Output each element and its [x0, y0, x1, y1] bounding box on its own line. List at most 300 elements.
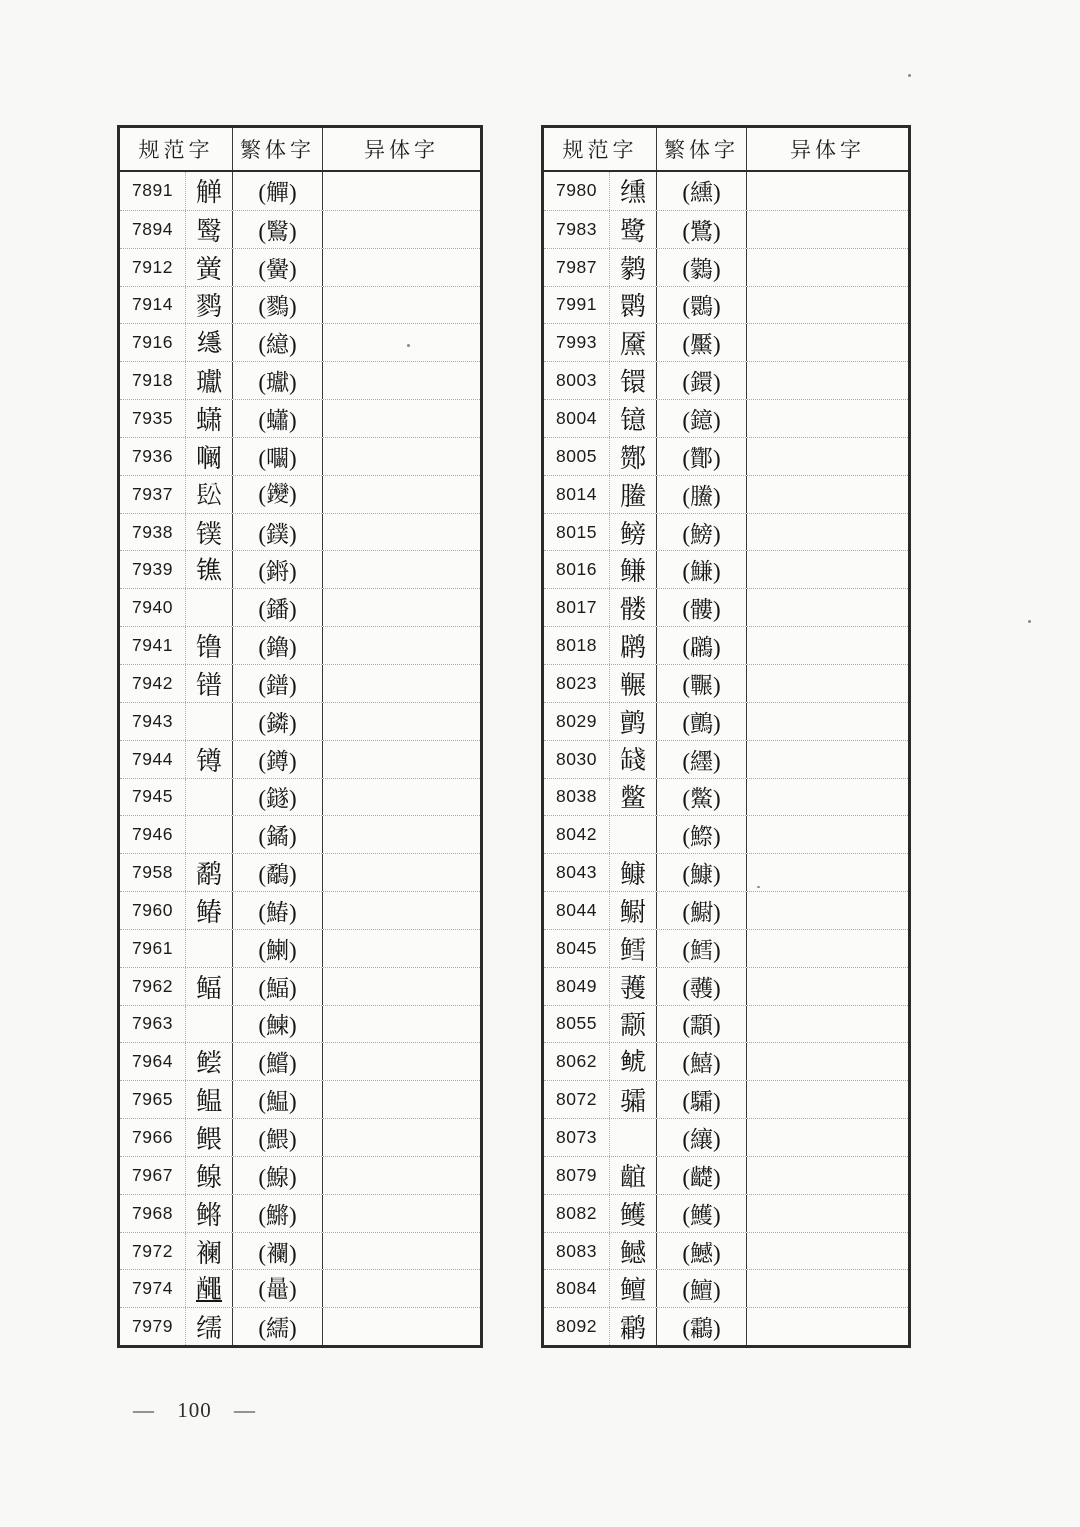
table-row: [544, 815, 908, 853]
row-number: 8038: [556, 786, 597, 807]
row-number: 8044: [556, 899, 597, 920]
standard-character: 𦈾: [609, 1119, 656, 1156]
variant-character: [322, 1308, 480, 1345]
standard-characters-table-left: [117, 125, 483, 1348]
traditional-character: (鰶): [656, 816, 746, 853]
standard-character: 冁: [609, 665, 656, 702]
variant-character: [746, 589, 908, 626]
table-row: [120, 1042, 480, 1080]
row-number: 8014: [556, 483, 597, 504]
standard-character: 鳁: [185, 1081, 232, 1118]
standard-character: 鳖: [609, 779, 656, 816]
row-number: 7945: [132, 786, 173, 807]
variant-character: [746, 741, 908, 778]
table-row: [544, 550, 908, 588]
table-row: [120, 740, 480, 778]
table-row: [120, 1232, 480, 1270]
traditional-character: (鐩): [232, 779, 322, 816]
variant-character: [746, 854, 908, 891]
row-number: 8083: [556, 1240, 597, 1261]
table-row: [544, 1232, 908, 1270]
standard-character: 鹴: [609, 1308, 656, 1345]
variant-character: [322, 968, 480, 1005]
row-number: 8018: [556, 635, 597, 656]
traditional-character: (鱣): [656, 1270, 746, 1307]
table-body: [544, 172, 908, 1345]
variant-character: [746, 892, 908, 929]
table-row: [544, 740, 908, 778]
table-row: [120, 1080, 480, 1118]
variant-character: [322, 1006, 480, 1043]
table-row: [120, 323, 480, 361]
row-number: 7958: [132, 862, 173, 883]
variant-character: [322, 287, 480, 324]
traditional-character: (鐶): [656, 362, 746, 399]
variant-character: [746, 816, 908, 853]
scan-speck: [908, 74, 911, 77]
standard-character: 𬭰: [185, 589, 232, 626]
traditional-character: (纁): [656, 172, 746, 210]
row-number: 7916: [132, 332, 173, 353]
standard-character: 𩾌: [609, 854, 656, 891]
traditional-character: (酇): [656, 438, 746, 475]
row-number: 7980: [556, 180, 597, 201]
row-number: 8017: [556, 597, 597, 618]
variant-character: [322, 551, 480, 588]
header-standard-character: 规范字: [562, 138, 638, 162]
traditional-character: (鰊): [232, 1006, 322, 1043]
traditional-character: (繻): [232, 1308, 322, 1345]
row-number: 7937: [132, 483, 173, 504]
variant-character: [746, 324, 908, 361]
traditional-character: (鰁): [232, 1157, 322, 1194]
row-number: 8029: [556, 710, 597, 731]
row-number: 7944: [132, 748, 173, 769]
traditional-character: (鏻): [232, 703, 322, 740]
table-row: [120, 399, 480, 437]
table-row: [544, 664, 908, 702]
variant-character: [322, 324, 480, 361]
standard-character: 𨱗: [185, 816, 232, 853]
row-number: 7939: [132, 559, 173, 580]
table-row: [120, 1005, 480, 1043]
standard-character: 𨱛: [185, 476, 232, 513]
variant-character: [746, 1308, 908, 1345]
traditional-character: (鱤): [656, 1233, 746, 1270]
standard-character: 𨱓: [185, 551, 232, 588]
row-number: 7965: [132, 1089, 173, 1110]
standard-character: 彟: [609, 968, 656, 1005]
traditional-character: (鸇): [656, 703, 746, 740]
traditional-character: (㘚): [232, 438, 322, 475]
standard-character: 㘎: [185, 438, 232, 475]
traditional-character: (鰃): [232, 1119, 322, 1156]
standard-character: 骦: [609, 1081, 656, 1118]
table-row: [544, 588, 908, 626]
traditional-character: (鷸): [232, 854, 322, 891]
row-number: 8015: [556, 521, 597, 542]
table-row: [544, 626, 908, 664]
variant-character: [746, 362, 908, 399]
row-number: 7968: [132, 1202, 173, 1223]
standard-character: 鳡: [609, 1233, 656, 1270]
table-row: [544, 437, 908, 475]
header-traditional-character: 繁体字: [656, 128, 746, 170]
variant-character: [322, 741, 480, 778]
standard-character: 𪘲: [609, 1157, 656, 1194]
variant-character: [746, 211, 908, 248]
traditional-character: (鯻): [232, 930, 322, 967]
table-row: [544, 1118, 908, 1156]
table-row: [544, 286, 908, 324]
variant-character: [322, 703, 480, 740]
table-row: [544, 1269, 908, 1307]
row-number: 7967: [132, 1164, 173, 1185]
scan-speck: [1028, 620, 1031, 623]
traditional-character: (纕): [656, 1119, 746, 1156]
traditional-character: (鷚): [232, 287, 322, 324]
standard-character: 𦈻: [609, 741, 656, 778]
variant-character: [322, 211, 480, 248]
variant-character: [746, 1157, 908, 1194]
variant-character: [746, 1006, 908, 1043]
standard-character: 镱: [609, 400, 656, 437]
table-row: [120, 513, 480, 551]
variant-character: [322, 249, 480, 286]
table-row: [120, 210, 480, 248]
standard-character: 黡: [609, 324, 656, 361]
row-number: 8049: [556, 975, 597, 996]
variant-character: [746, 627, 908, 664]
traditional-character: (鱯): [656, 1195, 746, 1232]
table-row: [120, 1269, 480, 1307]
standard-character: 鹯: [609, 703, 656, 740]
row-number: 8004: [556, 407, 597, 428]
standard-character: 鹭: [609, 211, 656, 248]
row-number: 7966: [132, 1127, 173, 1148]
row-number: 7914: [132, 294, 173, 315]
table-row: [544, 475, 908, 513]
row-number: 8079: [556, 1164, 597, 1185]
variant-character: [322, 1195, 480, 1232]
standard-character: 瓛: [185, 362, 232, 399]
row-number: 7938: [132, 521, 173, 542]
traditional-character: (鱂): [232, 1195, 322, 1232]
variant-character: [746, 1270, 908, 1307]
table-row: [120, 588, 480, 626]
table-row: [120, 1156, 480, 1194]
table-row: [120, 664, 480, 702]
traditional-character: (鑥): [232, 627, 322, 664]
traditional-character: (鸏): [656, 249, 746, 286]
traditional-character: (𪓲): [232, 1270, 322, 1307]
table-row: [120, 702, 480, 740]
traditional-character: (襴): [232, 1233, 322, 1270]
standard-character: 鳚: [609, 892, 656, 929]
variant-character: [322, 438, 480, 475]
traditional-character: (顬): [656, 1006, 746, 1043]
standard-character: 鳠: [609, 1195, 656, 1232]
variant-character: [322, 400, 480, 437]
variant-character: [746, 1119, 908, 1156]
variant-character: [322, 1157, 480, 1194]
traditional-character: (䲁): [656, 892, 746, 929]
standard-character: 𦈡: [185, 1308, 232, 1345]
standard-character: 𬭭: [185, 703, 232, 740]
traditional-character: (鸊): [656, 627, 746, 664]
traditional-character: (鸘): [656, 1308, 746, 1345]
row-number: 8003: [556, 370, 597, 391]
traditional-character: (鐠): [232, 665, 322, 702]
row-number: 7987: [556, 256, 597, 277]
row-number: 8016: [556, 559, 597, 580]
table-row: [544, 778, 908, 816]
row-number: 8023: [556, 672, 597, 693]
standard-character: 𨱔: [185, 741, 232, 778]
variant-character: [746, 1195, 908, 1232]
table-row: [120, 361, 480, 399]
standard-character: 鹥: [185, 211, 232, 248]
variant-character: [322, 172, 480, 210]
traditional-character: (囅): [656, 665, 746, 702]
standard-character: 𫄸: [609, 172, 656, 210]
traditional-character: (鱇): [656, 854, 746, 891]
traditional-character: (黌): [232, 249, 322, 286]
traditional-character: (䴉): [656, 287, 746, 324]
table-row: [544, 210, 908, 248]
standard-character: 镨: [185, 665, 232, 702]
row-number: 8062: [556, 1051, 597, 1072]
variant-character: [746, 968, 908, 1005]
traditional-character: (瓛): [232, 362, 322, 399]
table-row: [544, 361, 908, 399]
variant-character: [746, 514, 908, 551]
variant-character: [746, 1233, 908, 1270]
variant-character: [322, 892, 480, 929]
standard-character: 鳈: [185, 1157, 232, 1194]
row-number: 7912: [132, 256, 173, 277]
variant-character: [746, 400, 908, 437]
standard-character: 襕: [185, 1233, 232, 1270]
table-row: [120, 815, 480, 853]
traditional-character: (鰛): [232, 1081, 322, 1118]
row-number: 7941: [132, 635, 173, 656]
table-row: [544, 323, 908, 361]
traditional-character: (鰟): [656, 514, 746, 551]
row-number: 8030: [556, 748, 597, 769]
traditional-character: (彠): [656, 968, 746, 1005]
table-row: [544, 1194, 908, 1232]
table-row: [120, 1307, 480, 1345]
variant-character: [322, 362, 480, 399]
row-number: 8092: [556, 1316, 597, 1337]
table-row: [544, 1156, 908, 1194]
variant-character: [322, 665, 480, 702]
traditional-character: (鷺): [656, 211, 746, 248]
table-row: [120, 626, 480, 664]
table-row: [120, 1194, 480, 1232]
traditional-character: (鐍): [232, 816, 322, 853]
variant-character: [746, 172, 908, 210]
traditional-character: (鏷): [232, 514, 322, 551]
row-number: 8082: [556, 1202, 597, 1223]
standard-character: 酂: [609, 438, 656, 475]
row-number: 8055: [556, 1013, 597, 1034]
traditional-character: (鱨): [232, 1043, 322, 1080]
standard-character: 䴙: [609, 627, 656, 664]
row-number: 8042: [556, 824, 597, 845]
table-row: [544, 172, 908, 210]
row-number: 7983: [556, 218, 597, 239]
traditional-character: (鰆): [232, 892, 322, 929]
traditional-character: (鐏): [232, 741, 322, 778]
row-number: 8073: [556, 1127, 597, 1148]
traditional-character: (纆): [656, 741, 746, 778]
row-number: 7940: [132, 597, 173, 618]
row-number: 7991: [556, 294, 597, 315]
row-number: 8072: [556, 1089, 597, 1110]
standard-character: 黉: [185, 249, 232, 286]
row-number: 7974: [132, 1278, 173, 1299]
row-number: 7972: [132, 1240, 173, 1261]
traditional-character: (觶): [232, 172, 322, 210]
traditional-character: (蠨): [232, 400, 322, 437]
variant-character: [746, 438, 908, 475]
standard-character: 鳂: [185, 1119, 232, 1156]
variant-character: [746, 1081, 908, 1118]
variant-character: [322, 779, 480, 816]
row-number: 8043: [556, 862, 597, 883]
variant-character: [322, 1119, 480, 1156]
standard-character: 鳒: [609, 551, 656, 588]
variant-character: [322, 476, 480, 513]
standard-character: 鹮: [609, 287, 656, 324]
row-number: 7946: [132, 824, 173, 845]
traditional-character: (鰏): [232, 968, 322, 1005]
traditional-character: (繶): [232, 324, 322, 361]
table-row: [120, 475, 480, 513]
variant-character: [746, 703, 908, 740]
table-header-row: [544, 128, 908, 172]
table-row: [544, 1005, 908, 1043]
header-traditional-character: 繁体字: [232, 128, 322, 170]
traditional-character: (驦): [656, 1081, 746, 1118]
table-row: [120, 248, 480, 286]
table-row: [544, 1080, 908, 1118]
variant-character: [746, 665, 908, 702]
standard-character: 颥: [609, 1006, 656, 1043]
row-number: 7894: [132, 218, 173, 239]
standard-character: 觯: [185, 172, 232, 210]
table-row: [544, 967, 908, 1005]
standard-character: 鹲: [609, 249, 656, 286]
traditional-character: (鱉): [656, 779, 746, 816]
row-number: 7993: [556, 332, 597, 353]
standard-character: 𩾎: [609, 816, 656, 853]
variant-character: [322, 514, 480, 551]
variant-character: [746, 930, 908, 967]
row-number: 7964: [132, 1051, 173, 1072]
standard-character: 𦈠: [185, 324, 232, 361]
row-number: 7936: [132, 445, 173, 466]
table-row: [544, 929, 908, 967]
row-number: 7942: [132, 672, 173, 693]
standard-character: 鳉: [185, 1195, 232, 1232]
table-row: [544, 513, 908, 551]
standard-character: 镤: [185, 514, 232, 551]
traditional-character: (齼): [656, 1157, 746, 1194]
table-row: [544, 248, 908, 286]
standard-character: 䲠: [185, 892, 232, 929]
header-variant-character: 异体字: [746, 128, 908, 170]
table-row: [544, 853, 908, 891]
traditional-character: (黶): [656, 324, 746, 361]
traditional-character: (鱚): [656, 1043, 746, 1080]
row-number: 8084: [556, 1278, 597, 1299]
standard-character: 鹬: [185, 854, 232, 891]
table-row: [544, 702, 908, 740]
variant-character: [322, 1043, 480, 1080]
table-header-row: [120, 128, 480, 172]
row-number: 8045: [556, 937, 597, 958]
table-row: [120, 929, 480, 967]
standard-character: 鹨: [185, 287, 232, 324]
header-variant-character: 异体字: [322, 128, 480, 170]
row-number: 7961: [132, 937, 173, 958]
standard-characters-table-right: [541, 125, 911, 1348]
standard-character: 鳣: [609, 1270, 656, 1307]
variant-character: [322, 854, 480, 891]
scan-speck: [757, 886, 760, 888]
traditional-character: (髏): [656, 589, 746, 626]
standard-character: 𨱖: [185, 779, 232, 816]
standard-character: 镮: [609, 362, 656, 399]
variant-character: [746, 779, 908, 816]
variant-character: [322, 1270, 480, 1307]
table-row: [120, 172, 480, 210]
variant-character: [322, 627, 480, 664]
variant-character: [322, 589, 480, 626]
row-number: 7963: [132, 1013, 173, 1034]
table-row: [120, 967, 480, 1005]
standard-character: 髅: [609, 589, 656, 626]
table-row: [120, 550, 480, 588]
table-row: [544, 1042, 908, 1080]
standard-character: 鲾: [185, 968, 232, 1005]
variant-character: [322, 930, 480, 967]
table-row: [120, 891, 480, 929]
variant-character: [746, 1043, 908, 1080]
scan-speck: [407, 344, 410, 347]
traditional-character: (𨰺): [232, 476, 322, 513]
standard-character: 鲿: [185, 1043, 232, 1080]
table-row: [120, 853, 480, 891]
table-row: [120, 437, 480, 475]
variant-character: [746, 476, 908, 513]
variant-character: [322, 1081, 480, 1118]
traditional-character: (𨪙): [232, 551, 322, 588]
standard-character: 鳑: [609, 514, 656, 551]
traditional-character: (鐿): [656, 400, 746, 437]
header-standard-character: 规范字: [138, 138, 214, 162]
row-number: 7918: [132, 370, 173, 391]
row-number: 7943: [132, 710, 173, 731]
row-number: 7960: [132, 899, 173, 920]
traditional-character: (鷖): [232, 211, 322, 248]
row-number: 8005: [556, 445, 597, 466]
standard-character: 𩾂: [185, 1006, 232, 1043]
table-row: [544, 1307, 908, 1345]
